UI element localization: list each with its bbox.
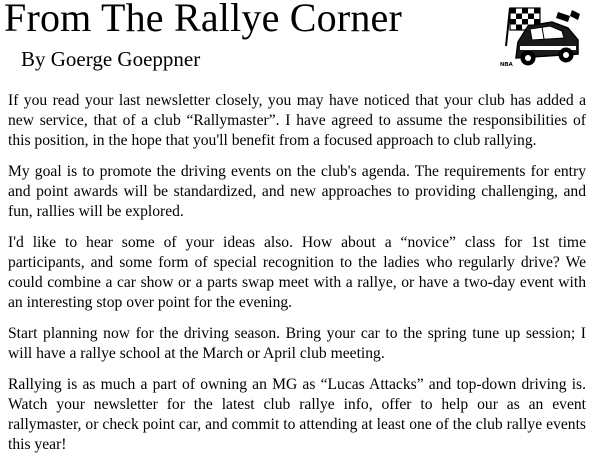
article-paragraph: My goal is to promote the driving events on the club's agenda. The requirements for entry and point awards will be standardized, and new approaches to providing challenging, and fun, rallies will be explored. (8, 163, 586, 220)
article-body (8, 91, 586, 466)
article-paragraph: If you read your last newsletter closely, you may have noticed that your club has added a new service, that of a club “Rallymaster”. I have agreed to assume the responsibilities of this position, in the hope that you'll benefit from a focused approach to club rallying. (8, 92, 586, 149)
author-byline: By Goerge Goeppner (21, 47, 201, 71)
page-title: From The Rallye Corner (4, 0, 403, 40)
article-paragraph: Rallying is as much a part of owning an MG as “Lucas Attacks” and top-down driving is. Watch your newsletter for the latest club rallye info, offer to help our as an event rallymaster, or check point car, and commit to attending at least one of the club rallye events this year! (8, 376, 586, 453)
article-paragraph: I'd like to hear some of your ideas also. How about a “novice” class for 1st time participants, and some form of special recognition to the ladies who regularly drive? We could combine a car show or a parts swap meet with a rallye, or have a two-day event with an interesting stop over point for the evening. (8, 234, 586, 311)
logo-caption: ɴʙᴀ (500, 61, 513, 68)
rally-car-logo-icon (498, 2, 582, 70)
article-paragraph: Start planning now for the driving season. Bring your car to the spring tune up session; I will have a rallye school at the March or April club meeting. (8, 325, 586, 362)
